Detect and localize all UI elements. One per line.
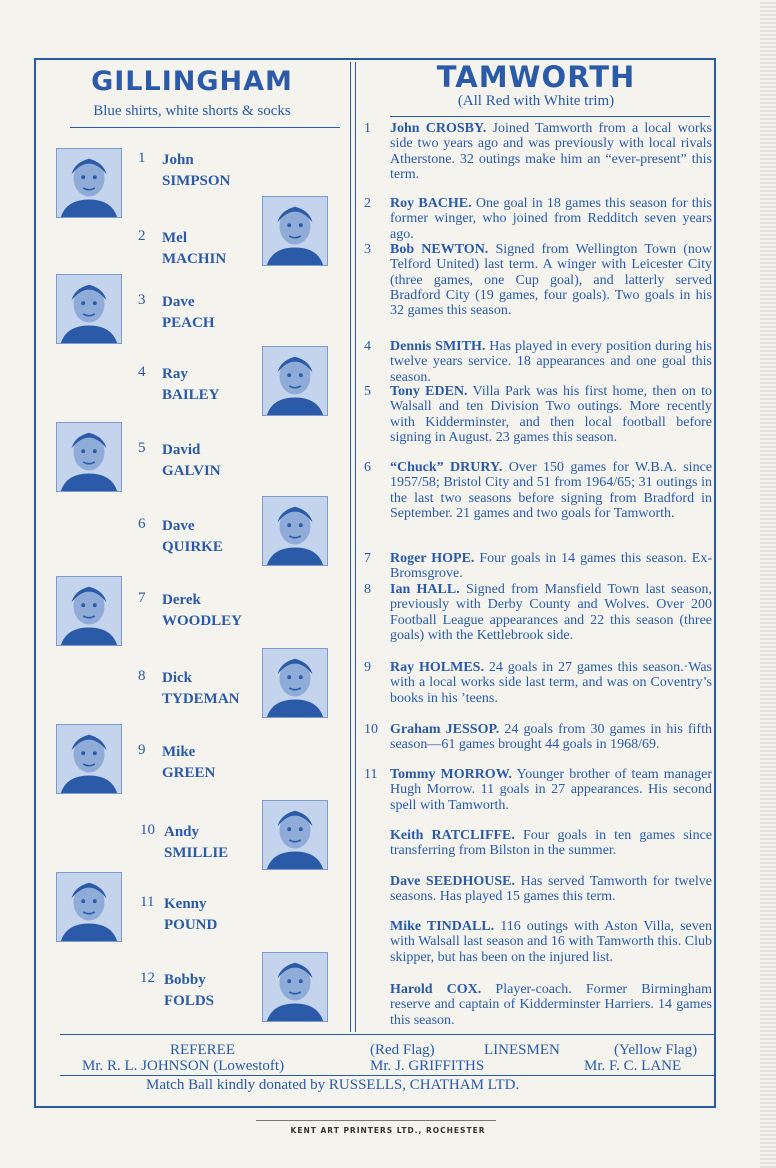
profile-text xyxy=(390,722,712,753)
profile-player-name: Roy BACHE. xyxy=(390,196,472,211)
profile-description: Signed from Mansfield Town last season, previously with Derby County and Wolves. Over 200 Football League appearances and 22 this season (three goals) with the Kettlebrook side. xyxy=(390,582,712,643)
profile-number: 11 xyxy=(364,767,378,782)
profile-text xyxy=(390,919,712,965)
player-first-name: Bobby xyxy=(164,972,206,988)
player-photo xyxy=(262,800,328,870)
profile-description: Four goals in ten games since transferring from Bilston in the summer. xyxy=(390,828,712,859)
player-surname: SIMPSON xyxy=(162,173,231,189)
player-number: 10 xyxy=(140,822,155,838)
red-flag-label: (Red Flag) xyxy=(370,1042,435,1058)
profile-number: 2 xyxy=(364,196,371,211)
player-number: 1 xyxy=(138,150,146,166)
profile-number: 7 xyxy=(364,551,371,566)
player-surname: FOLDS xyxy=(164,993,215,1009)
player-profile xyxy=(364,874,712,905)
profile-description: Villa Park was his first home, then on to Walsall and ten Division Two outings. More recently with Kidderminster, and then local football before signing in August. 23 games this season. xyxy=(390,384,712,445)
profile-text xyxy=(390,660,712,706)
profile-player-name: Tommy MORROW. xyxy=(390,767,512,782)
profile-description: 24 goals from 30 games in his fifth season—61 games brought 44 goals in 1968/69. xyxy=(390,722,712,753)
profile-text xyxy=(390,874,712,905)
player-surname: TYDEMAN xyxy=(162,691,240,707)
profile-description: Has played in every position during his twelve years service. 18 appearances and one goal this season. xyxy=(390,339,712,385)
profile-number: 4 xyxy=(364,339,371,354)
player-profile xyxy=(364,919,712,965)
player-number: 4 xyxy=(138,364,146,380)
profile-player-name: Tony EDEN. xyxy=(390,384,468,399)
home-team-kit: Blue shirts, white shorts & socks xyxy=(93,103,291,119)
player-photo xyxy=(56,274,122,344)
away-team-title: TAMWORTH xyxy=(436,60,636,94)
player-number: 6 xyxy=(138,516,146,532)
player-name xyxy=(162,516,223,558)
profile-text xyxy=(390,196,712,242)
profile-text xyxy=(390,767,712,813)
profile-text xyxy=(390,242,712,318)
profile-description: Joined Tamworth from a local works side two years ago and was previously with local rivals Atherstone. 32 outings make him an “ever-present” this term. xyxy=(390,121,712,182)
player-photo xyxy=(56,872,122,942)
player-number: 8 xyxy=(138,668,146,684)
profile-description: 24 goals in 27 games this season.·Was with a local works side last term, and was on Coventry’s books in his ’teens. xyxy=(390,660,712,706)
officials-top-rule xyxy=(60,1034,714,1035)
player-first-name: Dave xyxy=(162,518,195,534)
player-profile xyxy=(364,242,712,318)
profile-player-name: “Chuck” DRURY. xyxy=(390,460,503,475)
profile-player-name: John CROSBY. xyxy=(390,121,487,136)
player-profile xyxy=(364,339,712,385)
away-team-kit: (All Red with White trim) xyxy=(457,93,615,109)
player-photo xyxy=(56,576,122,646)
profile-text xyxy=(390,460,712,521)
profile-text xyxy=(390,982,712,1028)
profile-number: 6 xyxy=(364,460,371,475)
player-first-name: David xyxy=(162,442,201,458)
profile-description: Over 150 games for W.B.A. since 1957/58; Bristol City and 51 from 1964/65; 31 outings in the last two seasons before signing from Bradford in September. 21 games and two goals for Tamworth. xyxy=(390,460,712,521)
profile-number: 3 xyxy=(364,242,371,257)
player-name xyxy=(164,970,214,1012)
profile-description: Player-coach. Former Birmingham reserve and captain of Kidderminster Harriers. 14 games this season. xyxy=(390,982,712,1028)
player-profile xyxy=(364,722,712,753)
player-profile xyxy=(364,767,712,813)
player-profile xyxy=(364,982,712,1028)
player-number: 12 xyxy=(140,970,155,986)
profile-text xyxy=(390,121,712,182)
referee-label: REFEREE xyxy=(170,1042,236,1058)
referee-name: Mr. R. L. JOHNSON (Lowestoft) xyxy=(82,1058,285,1074)
profile-number: 9 xyxy=(364,660,371,675)
profile-player-name: Harold COX. xyxy=(390,982,482,997)
player-name xyxy=(164,894,217,936)
column-divider-inner xyxy=(355,62,356,1032)
player-photo xyxy=(262,648,328,718)
profile-player-name: Graham JESSOP. xyxy=(390,722,500,737)
linesman-red: Mr. J. GRIFFITHS xyxy=(370,1058,485,1074)
player-name xyxy=(162,364,220,406)
officials-bottom-rule xyxy=(60,1075,714,1076)
player-profile xyxy=(364,384,712,445)
player-number: 2 xyxy=(138,228,146,244)
profile-text xyxy=(390,339,712,385)
player-first-name: Ray xyxy=(162,366,188,382)
player-name xyxy=(162,742,215,784)
player-first-name: Dave xyxy=(162,294,195,310)
player-photo xyxy=(56,148,122,218)
player-number: 3 xyxy=(138,292,146,308)
player-photo xyxy=(262,196,328,266)
player-name xyxy=(162,590,242,632)
player-photo xyxy=(262,496,328,566)
player-first-name: Derek xyxy=(162,592,201,608)
player-name xyxy=(162,440,221,482)
player-profile xyxy=(364,551,712,582)
player-profile xyxy=(364,582,712,643)
player-first-name: Andy xyxy=(164,824,200,840)
player-name xyxy=(162,150,230,192)
player-surname: GALVIN xyxy=(162,463,221,479)
player-name xyxy=(162,292,215,334)
profile-number: 10 xyxy=(364,722,378,737)
profile-player-name: Ian HALL. xyxy=(390,582,460,597)
player-name xyxy=(164,822,228,864)
player-surname: SMILLIE xyxy=(164,845,229,861)
printer-credit: KENT ART PRINTERS LTD., ROCHESTER xyxy=(290,1126,486,1135)
profile-player-name: Keith RATCLIFFE. xyxy=(390,828,515,843)
player-profile xyxy=(364,196,712,242)
player-profile xyxy=(364,828,712,859)
profile-description: Signed from Wellington Town (now Telford United) last term. A winger with Leicester City (three games, one Cup goal), and latterly served Bradford City (19 games, four goals). Two goals in his 32 games this season. xyxy=(390,242,712,319)
linesmen-label: LINESMEN xyxy=(484,1042,560,1058)
player-first-name: John xyxy=(162,152,194,168)
profile-text xyxy=(390,828,712,859)
player-first-name: Mel xyxy=(162,230,187,246)
profile-description: Has served Tamworth for twelve seasons. Has played 15 games this term. xyxy=(390,874,712,905)
profile-text xyxy=(390,551,712,582)
player-photo xyxy=(262,346,328,416)
player-surname: BAILEY xyxy=(162,387,220,403)
profile-description: Four goals in 14 games this season. Ex-Bromsgrove. xyxy=(390,551,712,582)
yellow-flag-label: (Yellow Flag) xyxy=(614,1042,698,1058)
away-header-rule xyxy=(390,116,710,117)
profile-player-name: Roger HOPE. xyxy=(390,551,475,566)
player-number: 9 xyxy=(138,742,146,758)
player-number: 7 xyxy=(138,590,146,606)
profile-player-name: Mike TINDALL. xyxy=(390,919,495,934)
player-first-name: Mike xyxy=(162,744,196,760)
profile-number: 5 xyxy=(364,384,371,399)
profile-description: 116 outings with Aston Villa, seven with Walsall last season and 16 with Tamworth this. Club skipper, but has been on the injured list. xyxy=(390,919,712,965)
profile-player-name: Dave SEEDHOUSE. xyxy=(390,874,515,889)
profile-description: One goal in 18 games this season for this former winger, who joined from Redditch seven years ago. xyxy=(390,196,712,242)
player-number: 5 xyxy=(138,440,146,456)
player-first-name: Dick xyxy=(162,670,192,686)
player-surname: MACHIN xyxy=(162,251,227,267)
player-surname: POUND xyxy=(164,917,218,933)
player-photo xyxy=(56,422,122,492)
player-surname: PEACH xyxy=(162,315,215,331)
profile-text xyxy=(390,384,712,445)
player-name xyxy=(162,668,240,710)
profile-player-name: Ray HOLMES. xyxy=(390,660,484,675)
player-profile xyxy=(364,660,712,706)
home-team-title: GILLINGHAM xyxy=(91,66,293,97)
player-number: 11 xyxy=(140,894,155,910)
profile-player-name: Bob NEWTON. xyxy=(390,242,489,257)
profile-player-name: Dennis SMITH. xyxy=(390,339,486,354)
linesman-yellow: Mr. F. C. LANE xyxy=(584,1058,682,1074)
home-header-rule xyxy=(70,127,340,128)
profile-description: Younger brother of team manager Hugh Morrow. 11 goals in 27 appearances. His second spell with Tamworth. xyxy=(390,767,712,813)
perforated-edge xyxy=(760,0,776,1168)
profile-number: 8 xyxy=(364,582,371,597)
player-name xyxy=(162,228,226,270)
player-first-name: Kenny xyxy=(164,896,207,912)
player-surname: QUIRKE xyxy=(162,539,223,555)
player-profile xyxy=(364,121,712,182)
player-photo xyxy=(262,952,328,1022)
profile-number: 1 xyxy=(364,121,371,136)
printer-rule xyxy=(256,1120,496,1121)
profile-text xyxy=(390,582,712,643)
player-surname: GREEN xyxy=(162,765,216,781)
player-photo xyxy=(56,724,122,794)
match-ball-note: Match Ball kindly donated by RUSSELLS, CHATHAM LTD. xyxy=(146,1077,520,1093)
player-profile xyxy=(364,460,712,521)
column-divider xyxy=(350,62,351,1032)
player-surname: WOODLEY xyxy=(162,613,243,629)
